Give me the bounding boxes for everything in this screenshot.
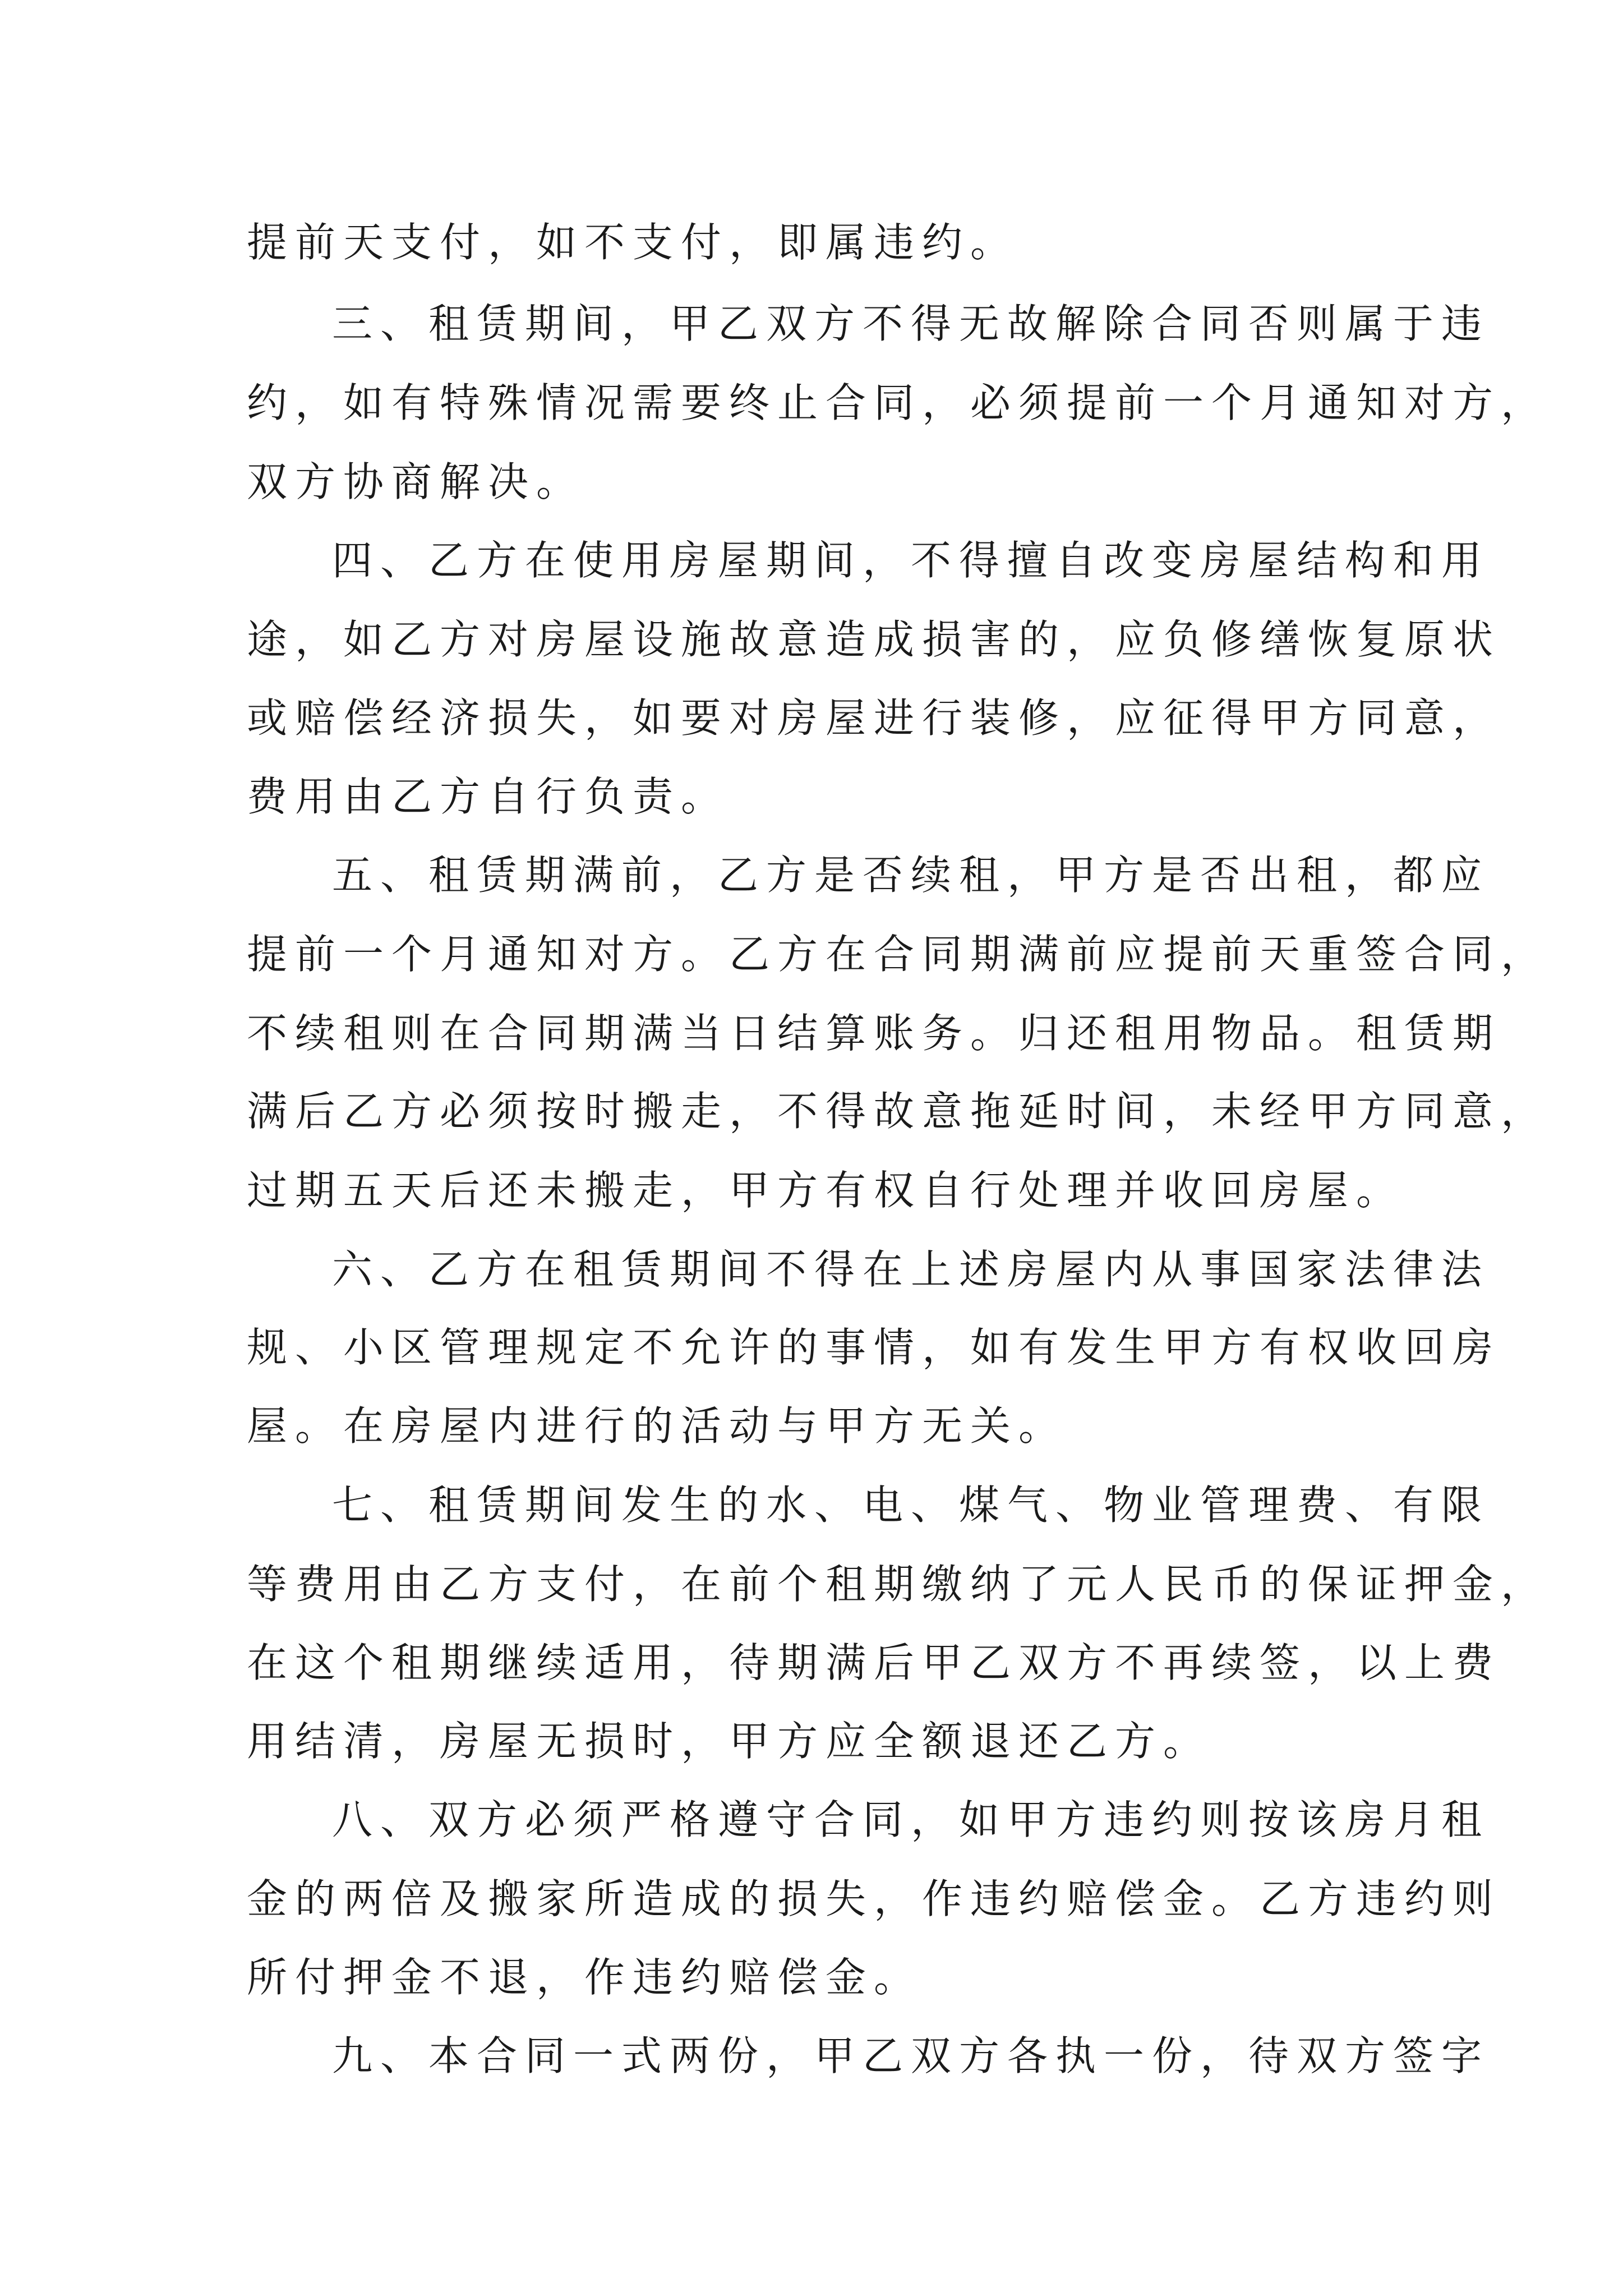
text-line: 途，如乙方对房屋设施故意造成损害的，应负修缮恢复原状	[247, 616, 1501, 663]
text-line: 屋。在房屋内进行的活动与甲方无关。	[247, 1402, 1067, 1450]
text-line: 或赔偿经济损失，如要对房屋进行装修，应征得甲方同意，	[247, 694, 1501, 742]
text-line: 八、双方必须严格遵守合同，如甲方违约则按该房月租	[332, 1796, 1490, 1843]
text-line: 等费用由乙方支付，在前个租期缴纳了元人民币的保证押金，	[247, 1561, 1550, 1608]
text-line: 用结清，房屋无损时，甲方应全额退还乙方。	[247, 1718, 1212, 1765]
text-line: 过期五天后还未搬走，甲方有权自行处理并收回房屋。	[247, 1167, 1405, 1214]
text-line: 四、乙方在使用房屋期间，不得擅自改变房屋结构和用	[332, 537, 1490, 584]
text-line: 七、租赁期间发生的水、电、煤气、物业管理费、有限	[332, 1481, 1490, 1529]
text-line: 在这个租期继续适用，待期满后甲乙双方不再续签，以上费	[247, 1639, 1501, 1686]
text-line: 金的两倍及搬家所造成的损失，作违约赔偿金。乙方违约则	[247, 1875, 1501, 1922]
text-line: 费用由乙方自行负责。	[247, 773, 730, 820]
text-line: 不续租则在合同期满当日结算账务。归还租用物品。租赁期	[247, 1010, 1501, 1057]
text-line: 规、小区管理规定不允许的事情，如有发生甲方有权收回房	[247, 1324, 1501, 1371]
text-line: 双方协商解决。	[247, 458, 585, 505]
text-line: 三、租赁期间，甲乙双方不得无故解除合同否则属于违	[332, 300, 1490, 347]
text-line: 提前天支付，如不支付，即属违约。	[247, 219, 1019, 266]
text-line: 提前一个月通知对方。乙方在合同期满前应提前天重签合同，	[247, 931, 1550, 978]
text-line: 六、乙方在租赁期间不得在上述房屋内从事国家法律法	[332, 1246, 1490, 1293]
text-line: 所付押金不退，作违约赔偿金。	[247, 1954, 923, 2001]
text-line: 约，如有特殊情况需要终止合同，必须提前一个月通知对方，	[247, 379, 1550, 426]
text-line: 满后乙方必须按时搬走，不得故意拖延时间，未经甲方同意，	[247, 1088, 1550, 1135]
text-line: 五、租赁期满前，乙方是否续租，甲方是否出租，都应	[332, 852, 1490, 899]
text-line: 九、本合同一式两份，甲乙双方各执一份，待双方签字	[332, 2032, 1490, 2079]
